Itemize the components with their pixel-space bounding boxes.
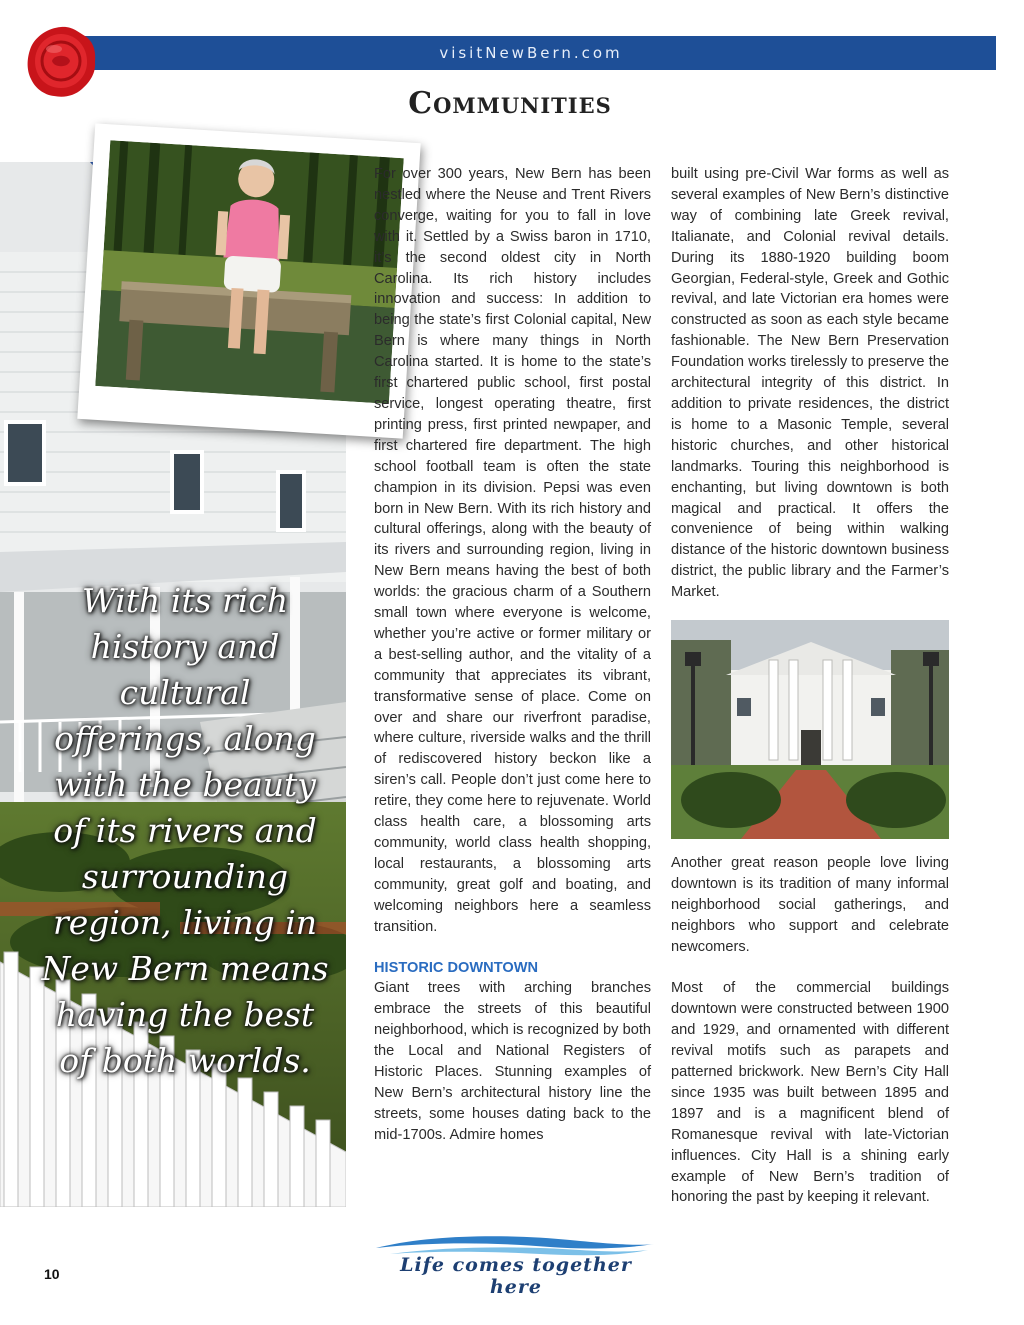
header-bar (66, 36, 996, 70)
page-title: Communities (408, 86, 612, 121)
commercial-buildings-paragraph: Most of the commercial buildings downtown were constructed between 1900 and 1929, and ornamented with different revival motifs such as parapets and patterned brickwork. New Bern’s City Hall since 1935 was built between 1895 and 1897 and is a magnificent blend of Romanesque revival with late-Victorian influences. City Hall is a shining early example of New Bern’s tradition of honoring the past by keeping it relevant. (671, 980, 949, 1206)
right-column-top (671, 164, 949, 603)
page-number: 10 (44, 1266, 60, 1282)
dock-photo-frame (77, 123, 420, 438)
intro-paragraph: For over 300 years, New Bern has been nestled where the Neuse and Trent Rivers converge, waiting for you to fall in love with it. Settled by a Swiss baron in 1710, it’s the second oldest city in North Carolina. Its rich history includes innovation and success: In addition to being the state’s first Colonial capital, New Bern is where many things in North Carolina started. It is home to the state’s first chartered public school, first postal service, longest operating theatre, first printing press, first printed newpaper, and first chartered fire department. The high school football team is often the state champion in its division. Pepsi was even born in New Bern. With its rich history and cultural offerings, along with the beauty of its rivers and surrounding region, living in New Bern means having the best of both worlds: the gracious charm of a Southern small town where everyone is welcome, whether you’re active or former military or a best-selling author, and the vitality of a community that appreciates its vibrant, transformative sense of place. Come on over and share our riverfront paradise, where culture, riverside walks and the thrill of rediscovered history beckon like a siren’s call. People don’t just come here to retire, they come here to rejuvenate. World class health care, a blossoming arts community, world class health shopping, local restaurants, a blossoming arts community, great golf and boating, and welcoming neighbors here a seamless transition. (374, 166, 651, 935)
historic-downtown-paragraph: Giant trees with arching branches embrace the streets of this beautiful neighborhood, which is recognized by both the Local and National Registers of Historic Places. Stunning examples of New Bern’s architectural history line the streets, some houses dating back to the mid-1700s. Admire homes (374, 980, 651, 1143)
section-heading-historic-downtown: HISTORIC DOWNTOWN (374, 959, 539, 976)
historic-mansion-photo (671, 620, 949, 839)
footer-tagline: Life comes together here (400, 1254, 632, 1298)
woman-on-dock-photo (95, 140, 403, 403)
middle-column (374, 164, 651, 1146)
wax-seal-icon (24, 24, 98, 100)
gatherings-paragraph: Another great reason people love living downtown is its tradition of many informal neighborhood social gatherings, and neighbors who support and celebrate newcomers. (671, 855, 949, 955)
pull-quote: With its rich history and cultural offerings, along with the beauty of its rivers and surrounding region, living in New Bern means having the best of both worlds. (41, 581, 329, 1080)
site-url[interactable]: visitNewBern.com (439, 44, 623, 62)
right-column-bottom (671, 853, 949, 1208)
architecture-paragraph: built using pre-Civil War forms as well as several examples of New Bern’s distinctive way of combining late Greek revival, Italianate, and Colonial revival details. During its 1880-1920 building boom Georgian, Federal-style, Greek and Gothic revival, and late Victorian era homes were constructed as soon as each style became fashionable. The New Bern Preservation Foundation works tirelessly to preserve the architectural integrity of this district. In addition to private residences, the district is home to a Masonic Temple, several historic churches, and other historical landmarks. Touring this neighborhood is enchanting, but living downtown is both magical and practical. It offers the convenience of being within walking distance of the historic downtown business district, the public library and the Farmer’s Market. (671, 166, 949, 601)
